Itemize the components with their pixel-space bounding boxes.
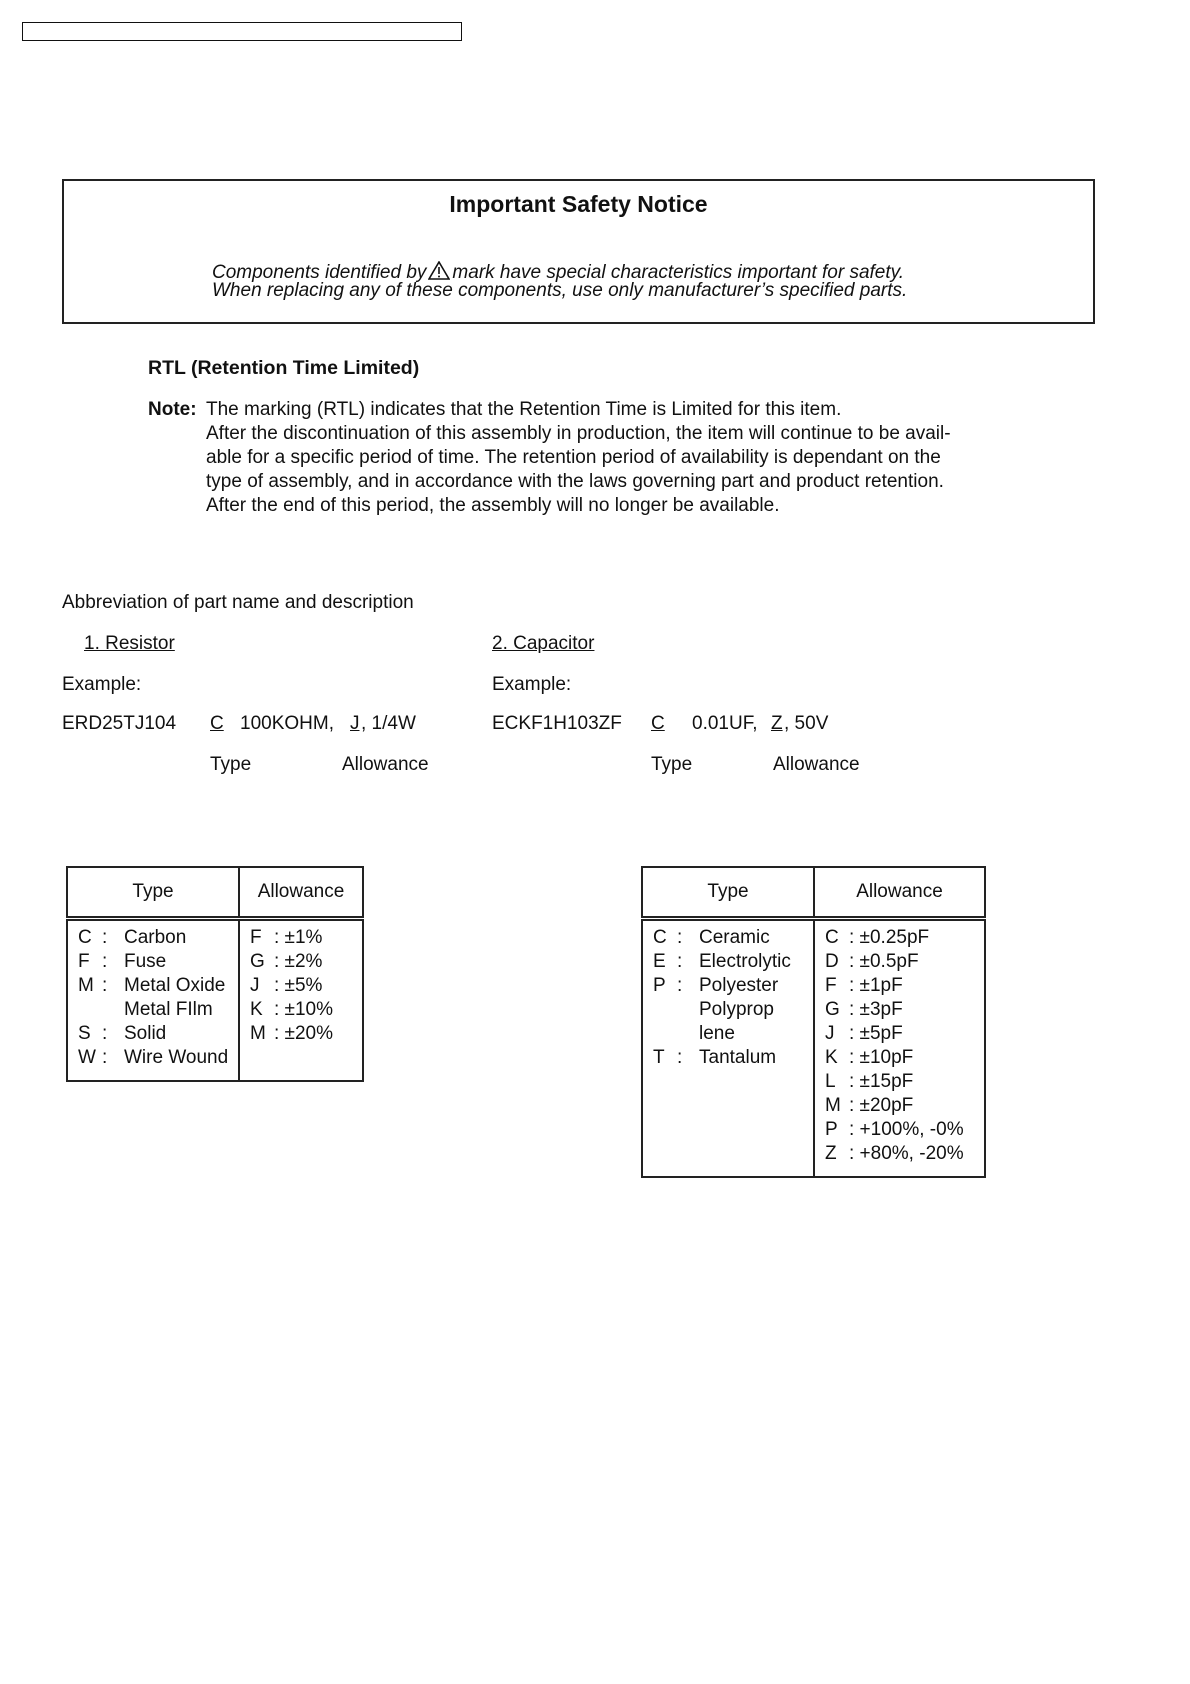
capacitor-allowance-item: F : ±1pF (825, 975, 903, 996)
capacitor-type-item: Polyprop (699, 999, 774, 1020)
capacitor-type-item: lene (699, 1023, 735, 1044)
note-label: Note: (148, 399, 197, 420)
note-line: able for a specific period of time. The retention period of availability is dependant on the (206, 447, 941, 468)
resistor-table-type-header: Type (67, 867, 239, 919)
capacitor-allowance-item: K : ±10pF (825, 1047, 914, 1068)
capacitor-allowance-item: G : ±3pF (825, 999, 903, 1020)
resistor-table (66, 866, 364, 1082)
resistor-example-label: Example: (62, 674, 142, 695)
capacitor-allowance-item: P : +100%, -0% (825, 1119, 964, 1140)
capacitor-type-item: C : Ceramic (653, 927, 770, 948)
capacitor-table-allowance-header: Allowance (814, 867, 985, 919)
resistor-allowance-item: K : ±10% (250, 999, 334, 1020)
resistor-type-label: Type (210, 754, 252, 775)
resistor-rating: , 1/4W (361, 713, 416, 734)
resistor-allowance-label: Allowance (342, 754, 429, 775)
capacitor-allowance-item: D : ±0.5pF (825, 951, 919, 972)
resistor-part-number: ERD25TJ104 (62, 713, 177, 734)
capacitor-type-item: E : Electrolytic (653, 951, 791, 972)
safety-notice-box (62, 179, 1095, 324)
capacitor-allowance-item: C : ±0.25pF (825, 927, 930, 948)
resistor-allowance-item: G : ±2% (250, 951, 323, 972)
header-box (22, 22, 462, 41)
resistor-allowance-item: J : ±5% (250, 975, 323, 996)
capacitor-table-type-header: Type (642, 867, 814, 919)
resistor-title: 1. Resistor (84, 633, 175, 654)
resistor-allowance-list (239, 919, 363, 1082)
capacitor-allowance-code: Z (771, 713, 783, 734)
resistor-type-item: W : Wire Wound (78, 1047, 229, 1068)
resistor-value: 100KOHM, (240, 713, 334, 734)
resistor-type-item: M : Metal Oxide (78, 975, 226, 996)
capacitor-type-list (642, 919, 814, 1178)
capacitor-value: 0.01UF, (692, 713, 758, 734)
abbreviation-heading: Abbreviation of part name and description (62, 592, 414, 613)
capacitor-table (641, 866, 986, 1178)
capacitor-allowance-label: Allowance (773, 754, 860, 775)
safety-notice-line-1-end: mark have special characteristics important for safety. (452, 262, 905, 283)
resistor-allowance-item: M : ±20% (250, 1023, 334, 1044)
safety-notice-line-2: When replacing any of these components, use only manufacturer’s specified parts. (212, 280, 908, 301)
note-line: After the end of this period, the assembly will no longer be available. (206, 495, 780, 516)
safety-notice-title: Important Safety Notice (449, 191, 708, 217)
resistor-type-item: F : Fuse (78, 951, 167, 972)
note-line: type of assembly, and in accordance with the laws governing part and product retention. (206, 471, 944, 492)
safety-notice-line-1-start: Components identified by (212, 262, 427, 283)
capacitor-allowance-item: M : ±20pF (825, 1095, 914, 1116)
capacitor-title: 2. Capacitor (492, 633, 595, 654)
capacitor-type-label: Type (651, 754, 693, 775)
capacitor-type-code: C (651, 713, 665, 734)
capacitor-part-number: ECKF1H103ZF (492, 713, 622, 734)
resistor-type-list (67, 919, 239, 1082)
rtl-title: RTL (Retention Time Limited) (148, 357, 420, 379)
resistor-table-allowance-header: Allowance (239, 867, 363, 919)
resistor-type-item: Metal FIlm (124, 999, 213, 1020)
resistor-allowance-item: F : ±1% (250, 927, 323, 948)
capacitor-allowance-list (814, 919, 985, 1178)
capacitor-example-label: Example: (492, 674, 572, 695)
note-line: After the discontinuation of this assembly in production, the item will continue to be avail- (206, 423, 951, 444)
capacitor-type-item: T : Tantalum (653, 1047, 777, 1068)
capacitor-allowance-item: Z : +80%, -20% (825, 1143, 964, 1164)
capacitor-allowance-item: J : ±5pF (825, 1023, 903, 1044)
resistor-type-item: C : Carbon (78, 927, 187, 948)
note-line: The marking (RTL) indicates that the Retention Time is Limited for this item. (206, 399, 842, 420)
capacitor-allowance-item: L : ±15pF (825, 1071, 914, 1092)
resistor-type-item: S : Solid (78, 1023, 167, 1044)
capacitor-rating: , 50V (784, 713, 829, 734)
resistor-allowance-code: J (350, 713, 360, 734)
capacitor-type-item: P : Polyester (653, 975, 779, 996)
resistor-type-code: C (210, 713, 224, 734)
